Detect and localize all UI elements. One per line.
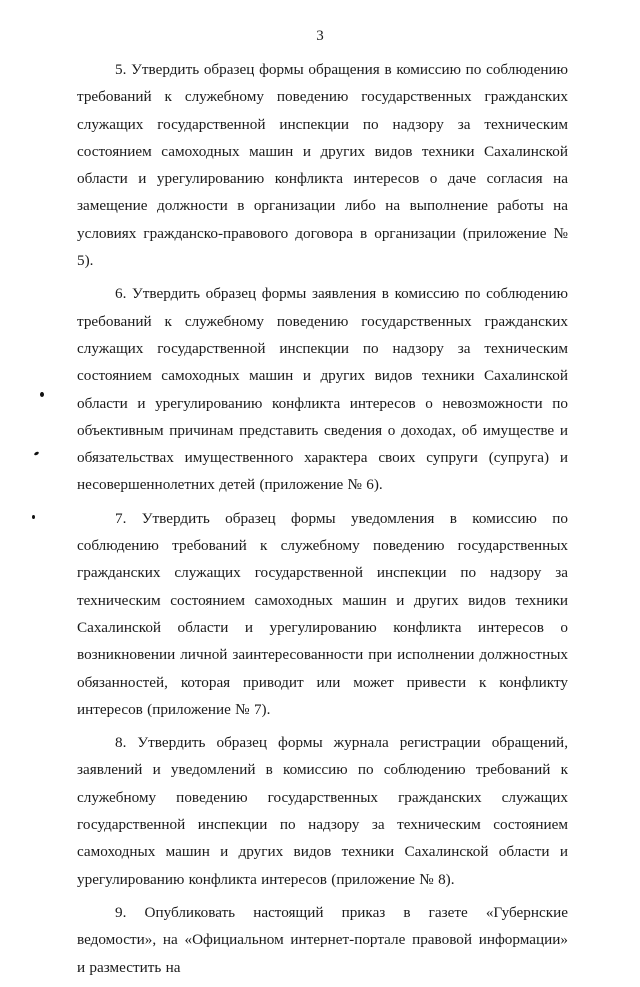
scan-speck — [32, 515, 35, 519]
paragraph-item-8: 8. Утвердить образец формы журнала регистрации обращений, заявлений и уведомлений в комиссию по соблюдению требований к служебному поведению государственных гражданских служащих государственной инспекции по надзору за техническим состоянием самоходных машин и других видов техники Сахалинской области и урегулированию конфликта интересов (приложение № 8). — [77, 734, 568, 888]
paragraph-item-9: 9. Опубликовать настоящий приказ в газете «Губернские ведомости», на «Официальном интернет-портале правовой информации» и разместить на — [77, 903, 568, 976]
paragraph-item-5: 5. Утвердить образец формы обращения в комиссию по соблюдению требований к служебному поведению государственных гражданских служащих государственной инспекции по надзору за техническим состоянием самоходных машин и других видов техники Сахалинской области и урегулированию конфликта интересов о даче согласия на замещение должности в организации либо на выполнение работы на условиях гражданско-правового договора в организации (приложение № 5). — [77, 61, 568, 270]
document-body — [77, 56, 568, 987]
scan-speck — [34, 451, 40, 456]
scan-speck — [40, 392, 44, 397]
paragraph-item-7: 7. Утвердить образец формы уведомления в комиссию по соблюдению требований к служебному поведению государственных гражданских служащих государственной инспекции по надзору за техническим состоянием самоходных машин и других видов техники Сахалинской области и урегулированию конфликта интересов о возникновении личной заинтересованности при исполнении должностных обязанностей, которая приводит или может привести к конфликту интересов (приложение № 7). — [77, 509, 568, 718]
page-number: 3 — [316, 28, 324, 44]
paragraph-item-6: 6. Утвердить образец формы заявления в комиссию по соблюдению требований к служебному поведению государственных гражданских служащих государственной инспекции по надзору за техническим состоянием самоходных машин и других видов техники Сахалинской области и урегулированию конфликта интересов о невозможности по объективным причинам представить сведения о доходах, об имуществе и обязательствах имущественного характера своих супруги (супруга) и несовершеннолетних детей (приложение № 6). — [77, 285, 568, 494]
